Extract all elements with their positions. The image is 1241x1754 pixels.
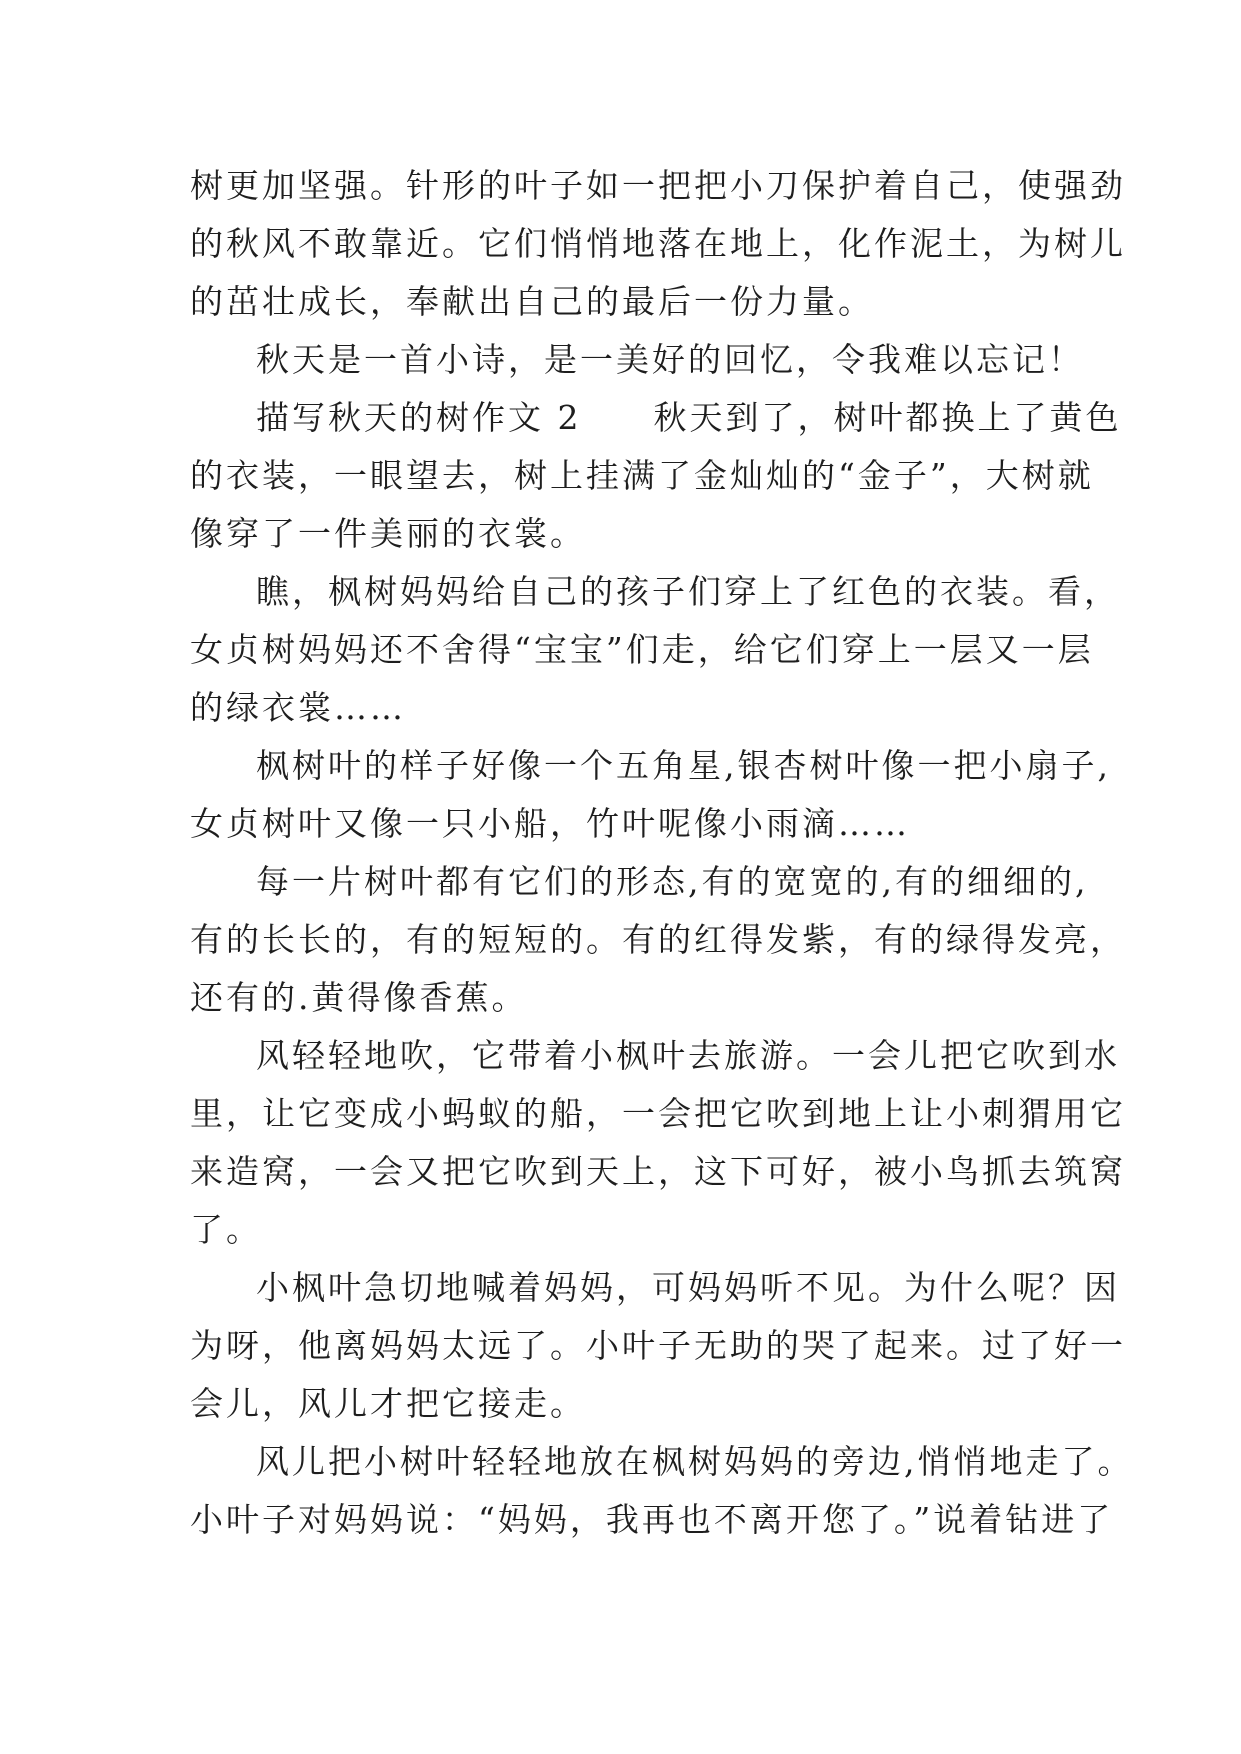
- text-line: 有的长长的，有的短短的。有的红得发紫，有的绿得发亮，: [190, 920, 1126, 959]
- text-line: 还有的.黄得像香蕉。: [190, 978, 528, 1017]
- text-line: 小叶子对妈妈说：“妈妈，我再也不离开您了。”说着钻进了: [190, 1500, 1114, 1539]
- text-line: 会儿，风儿才把它接走。: [190, 1384, 586, 1423]
- text-line: 为呀，他离妈妈太远了。小叶子无助的哭了起来。过了好一: [190, 1326, 1126, 1365]
- text-line: 秋天是一首小诗，是一美好的回忆，令我难以忘记！: [256, 340, 1084, 379]
- text-line: 女贞树叶又像一只小船，竹叶呢像小雨滴……: [190, 804, 910, 843]
- text-line: 枫树叶的样子好像一个五角星,银杏树叶像一把小扇子,: [256, 746, 1111, 785]
- text-line: 瞧，枫树妈妈给自己的孩子们穿上了红色的衣装。看，: [256, 572, 1120, 611]
- text-line: 树更加坚强。针形的叶子如一把把小刀保护着自己，使强劲: [190, 166, 1126, 205]
- text-line: 女贞树妈妈还不舍得“宝宝”们走，给它们穿上一层又一层: [190, 630, 1094, 669]
- text-line: 来造窝，一会又把它吹到天上，这下可好，被小鸟抓去筑窝: [190, 1152, 1126, 1191]
- text-line: 的绿衣裳……: [190, 688, 406, 727]
- text-line: 了。: [190, 1210, 262, 1249]
- text-line: 的衣装，一眼望去，树上挂满了金灿灿的“金子”，大树就: [190, 456, 1094, 495]
- text-line: 风轻轻地吹，它带着小枫叶去旅游。一会儿把它吹到水: [256, 1036, 1120, 1075]
- text-line: 的茁壮成长，奉献出自己的最后一份力量。: [190, 282, 874, 321]
- text-line: 小枫叶急切地喊着妈妈，可妈妈听不见。为什么呢？因: [256, 1268, 1120, 1307]
- text-line: 风儿把小树叶轻轻地放在枫树妈妈的旁边,悄悄地走了。: [256, 1442, 1134, 1481]
- text-line: 描写秋天的树作文 2 秋天到了，树叶都换上了黄色: [256, 398, 1122, 437]
- document-body: [190, 157, 1134, 1549]
- text-line: 每一片树叶都有它们的形态,有的宽宽的,有的细细的,: [256, 862, 1089, 901]
- text-line: 里，让它变成小蚂蚁的船，一会把它吹到地上让小刺猬用它: [190, 1094, 1126, 1133]
- text-line: 像穿了一件美丽的衣裳。: [190, 514, 586, 553]
- text-line: 的秋风不敢靠近。它们悄悄地落在地上，化作泥土，为树儿: [190, 224, 1126, 263]
